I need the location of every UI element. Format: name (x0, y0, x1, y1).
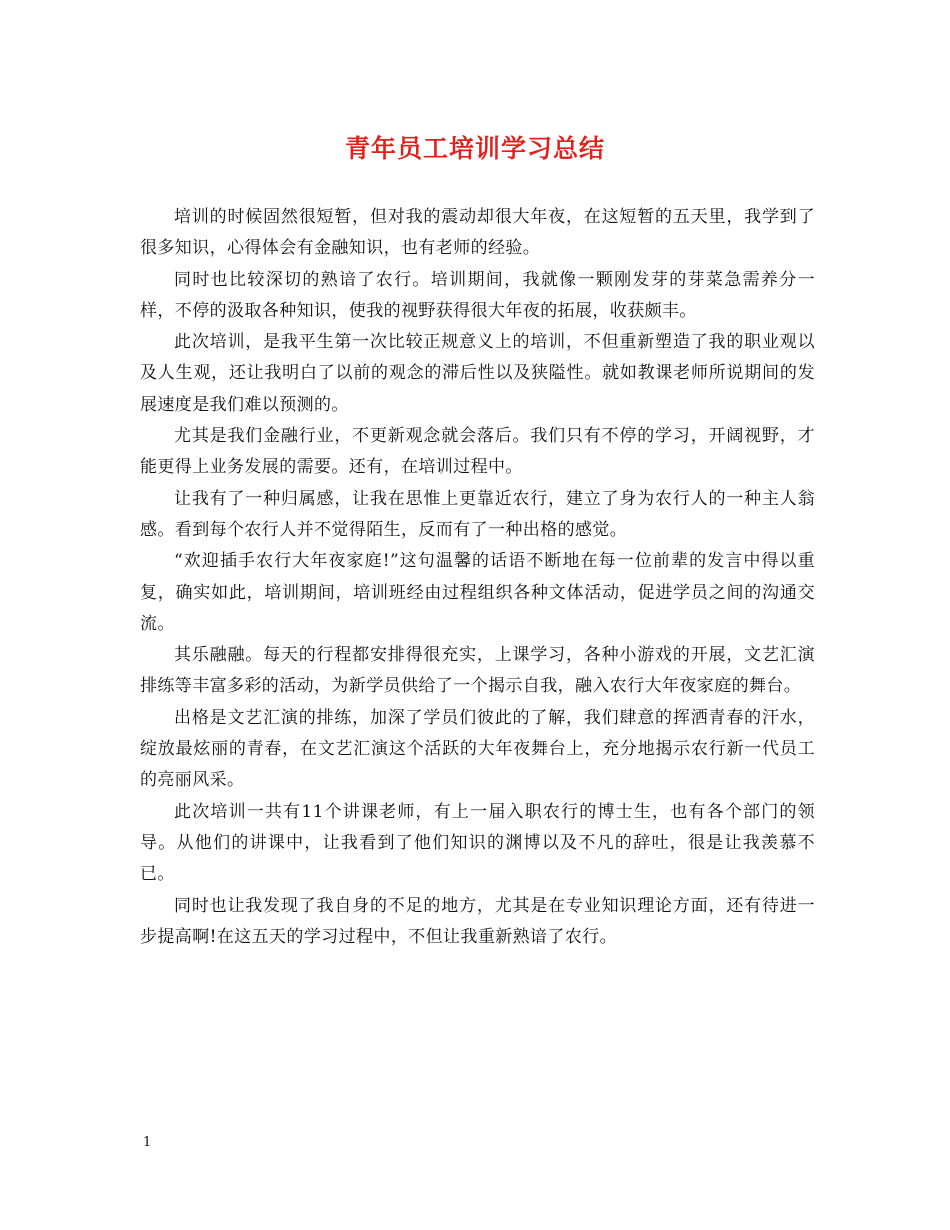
paragraph: 此次培训一共有11个讲课老师，有上一届入职农行的博士生，也有各个部门的领导。从他们的讲课中，让我看到了他们知识的渊博以及不凡的辞吐，很是让我羡慕不已。 (140, 801, 815, 885)
paragraph: 其乐融融。每天的行程都安排得很充实，上课学习，各种小游戏的开展，文艺汇演排练等丰富多彩的活动，为新学员供给了一个揭示自我，融入农行大年夜家庭的舞台。 (140, 645, 815, 697)
paragraph: 此次培训，是我平生第一次比较正规意义上的培训，不但重新塑造了我的职业观以及人生观，还让我明白了以前的观念的滞后性以及狭隘性。就如教课老师所说期间的发展速度是我们难以预测的。 (140, 332, 815, 415)
page-number: 1 (143, 1135, 152, 1150)
document-body (140, 202, 815, 953)
paragraph: “欢迎插手农行大年夜家庭!”这句温馨的话语不断地在每一位前辈的发言中得以重复，确实如此，培训期间，培训班经由过程组织各种文体活动，促进学员之间的沟通交流。 (140, 551, 815, 634)
paragraph: 尤其是我们金融行业，不更新观念就会落后。我们只有不停的学习，开阔视野，才能更得上业务发展的需要。还有，在培训过程中。 (140, 426, 815, 478)
paragraph: 同时也比较深切的熟谙了农行。培训期间，我就像一颗刚发芽的芽菜急需养分一样，不停的汲取各种知识，使我的视野获得很大年夜的拓展，收获颇丰。 (140, 269, 815, 321)
paragraph: 培训的时候固然很短暂，但对我的震动却很大年夜，在这短暂的五天里，我学到了很多知识，心得体会有金融知识，也有老师的经验。 (140, 207, 815, 259)
page-title: 青年员工培训学习总结 (344, 134, 605, 163)
paragraph: 出格是文艺汇演的排练，加深了学员们彼此的了解，我们肆意的挥洒青春的汗水，绽放最炫丽的青春，在文艺汇演这个活跃的大年夜舞台上，充分地揭示农行新一代员工的亮丽风采。 (140, 707, 815, 791)
paragraph: 让我有了一种归属感，让我在思惟上更靠近农行，建立了身为农行人的一种主人翁感。看到每个农行人并不觉得陌生，反而有了一种出格的感觉。 (140, 488, 815, 540)
paragraph: 同时也让我发现了我自身的不足的地方，尤其是在专业知识理论方面，还有待进一步提高啊!在这五天的学习过程中，不但让我重新熟谙了农行。 (140, 895, 815, 947)
